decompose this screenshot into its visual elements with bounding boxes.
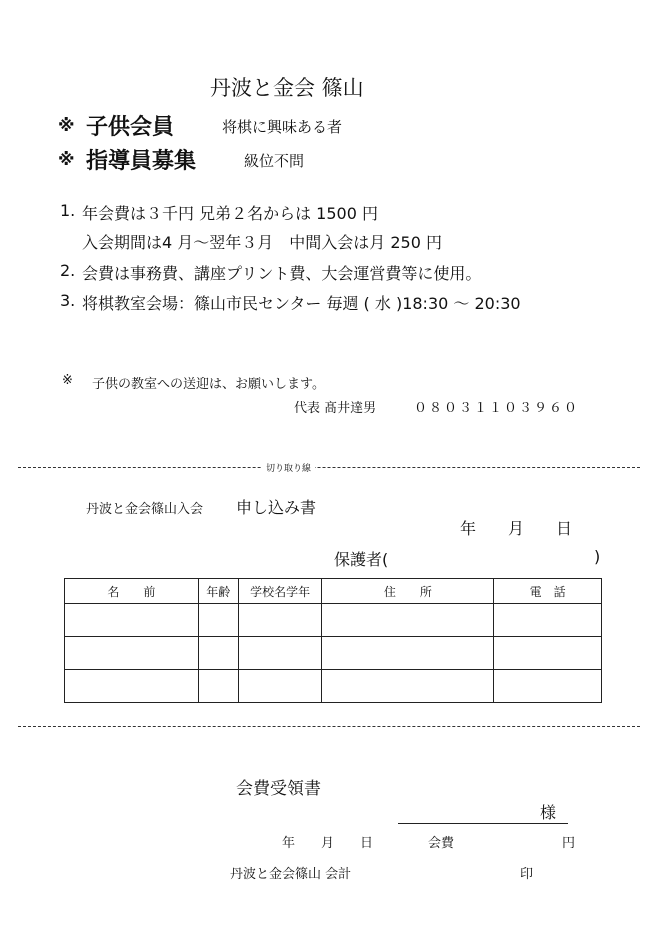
table-header-row — [65, 579, 602, 604]
recruit-mark: ※ — [58, 116, 75, 136]
application-table — [64, 578, 602, 703]
table-row — [65, 637, 602, 670]
table-row — [65, 670, 602, 703]
phone-cell[interactable] — [494, 670, 602, 703]
recruit-instructor-note: 級位不問 — [244, 152, 305, 170]
address-cell[interactable] — [322, 637, 494, 670]
table-row — [65, 604, 602, 637]
school-cell[interactable] — [238, 604, 322, 637]
phone-cell[interactable] — [494, 637, 602, 670]
receipt-fee-label: 会費 — [428, 836, 455, 851]
cut-line — [18, 726, 640, 727]
column-header-phone: 電 話 — [494, 579, 602, 604]
phone-cell[interactable] — [494, 604, 602, 637]
application-date: 年 月 日 — [460, 519, 573, 538]
recruit-children-note: 将棋に興味ある者 — [222, 118, 343, 136]
recruit-mark: ※ — [58, 150, 75, 170]
column-header-age: 年齢 — [198, 579, 238, 604]
cut-line-label: 切り取り線 — [262, 461, 315, 474]
representative-phone: ０８０３１１０３９６０ — [414, 401, 580, 416]
receipt-title: 会費受領書 — [236, 779, 321, 799]
guardian-label: 保護者( — [334, 550, 389, 569]
age-cell[interactable] — [198, 604, 238, 637]
name-cell[interactable] — [65, 604, 199, 637]
school-cell[interactable] — [238, 637, 322, 670]
item-number: 3. — [60, 291, 76, 310]
receipt-org: 丹波と金会篠山 会計 — [230, 867, 352, 882]
column-header-school: 学校名学年 — [238, 579, 322, 604]
notice-text: 子供の教室への送迎は、お願いします。 — [92, 377, 325, 392]
notice-mark: ※ — [62, 373, 73, 388]
application-org: 丹波と金会篠山入会 — [86, 502, 204, 517]
item-venue: 将棋教室会場：篠山市民センター 毎週 ( 水 )18:30 〜 20:30 — [82, 294, 521, 313]
item-fee: 年会費は３千円 兄弟２名からは 1500 円 — [82, 204, 378, 223]
receipt-date: 年 月 日 — [282, 836, 374, 851]
item-number: 2. — [60, 261, 76, 280]
page-title: 丹波と金会 篠山 — [210, 76, 364, 100]
guardian-close: ) — [594, 547, 601, 566]
item-fee-period: 入会期間は4 月〜翌年３月 中間入会は月 250 円 — [82, 233, 442, 252]
receipt-yen: 円 — [562, 836, 576, 851]
age-cell[interactable] — [198, 637, 238, 670]
application-title: 申し込み書 — [236, 498, 317, 517]
item-number: 1. — [60, 201, 76, 220]
item-fee-usage: 会費は事務費、講座プリント費、大会運営費等に使用。 — [82, 264, 482, 283]
receipt-seal: 印 — [520, 867, 534, 882]
name-cell[interactable] — [65, 670, 199, 703]
receipt-honorific: 様 — [540, 803, 557, 822]
school-cell[interactable] — [238, 670, 322, 703]
cut-line — [18, 467, 640, 468]
recruit-instructor-label: 指導員募集 — [86, 149, 197, 174]
age-cell[interactable] — [198, 670, 238, 703]
recruit-children-label: 子供会員 — [86, 115, 175, 140]
name-cell[interactable] — [65, 637, 199, 670]
column-header-name: 名 前 — [65, 579, 199, 604]
representative-name: 代表 髙井達男 — [294, 401, 377, 416]
column-header-address: 住 所 — [322, 579, 494, 604]
recipient-underline — [398, 823, 568, 824]
address-cell[interactable] — [322, 604, 494, 637]
address-cell[interactable] — [322, 670, 494, 703]
